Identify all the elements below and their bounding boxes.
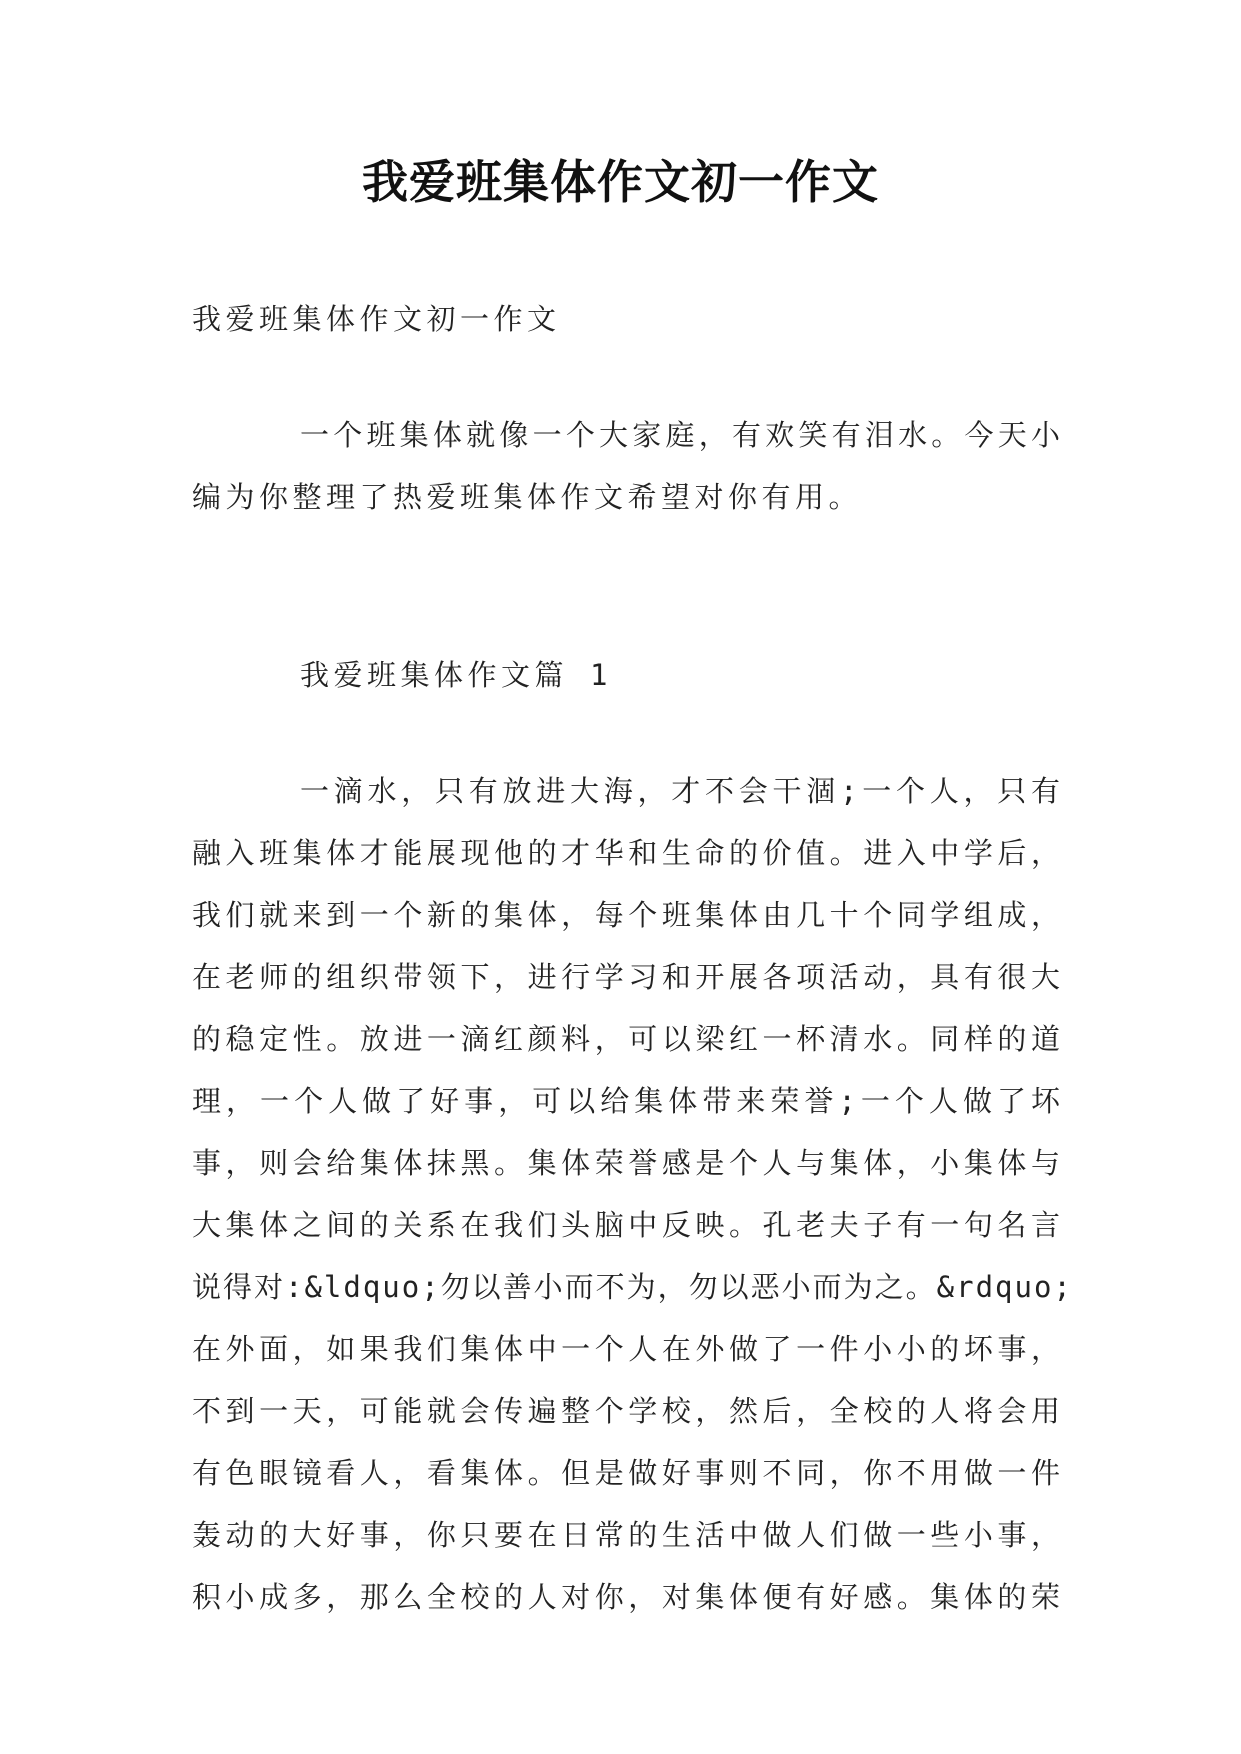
paragraph-line: 的稳定性。放进一滴红颜料，可以梁红一杯清水。同样的道 <box>192 1022 1062 1056</box>
paragraph-line: 大集体之间的关系在我们头脑中反映。孔老夫子有一句名言 <box>192 1208 1062 1242</box>
paragraph-line: 积小成多，那么全校的人对你，对集体便有好感。集体的荣 <box>192 1580 1062 1614</box>
paragraph-line: 说得对:&ldquo;勿以善小而不为，勿以恶小而为之。&rdquo; <box>192 1270 1073 1304</box>
intro-paragraph <box>192 404 1062 528</box>
paragraph-line: 有色眼镜看人，看集体。但是做好事则不同，你不用做一件 <box>192 1456 1062 1490</box>
paragraph-line: 理，一个人做了好事，可以给集体带来荣誉;一个人做了坏 <box>192 1084 1062 1118</box>
paragraph-line: 事，则会给集体抹黑。集体荣誉感是个人与集体，小集体与 <box>192 1146 1062 1180</box>
document-subtitle: 我爱班集体作文初一作文 <box>192 302 561 336</box>
paragraph-line: 我们就来到一个新的集体，每个班集体由几十个同学组成， <box>192 898 1062 932</box>
paragraph-line: 轰动的大好事，你只要在日常的生活中做人们做一些小事， <box>192 1518 1062 1552</box>
paragraph-line: 编为你整理了热爱班集体作文希望对你有用。 <box>192 480 863 514</box>
paragraph-line: 一滴水，只有放进大海，才不会干涸;一个人，只有 <box>300 774 1062 808</box>
paragraph-line: 不到一天，可能就会传遍整个学校，然后，全校的人将会用 <box>192 1394 1062 1428</box>
section-heading: 我爱班集体作文篇 1 <box>300 658 612 692</box>
essay-paragraph <box>192 760 1073 1628</box>
document-body <box>192 288 1073 1628</box>
paragraph-line: 一个班集体就像一个大家庭，有欢笑有泪水。今天小 <box>300 418 1062 452</box>
paragraph-line: 在老师的组织带领下，进行学习和开展各项活动，具有很大 <box>192 960 1062 994</box>
paragraph-line: 融入班集体才能展现他的才华和生命的价值。进入中学后， <box>192 836 1062 870</box>
paragraph-line: 在外面，如果我们集体中一个人在外做了一件小小的坏事， <box>192 1332 1062 1366</box>
document-title: 我爱班集体作文初一作文 <box>362 155 879 209</box>
